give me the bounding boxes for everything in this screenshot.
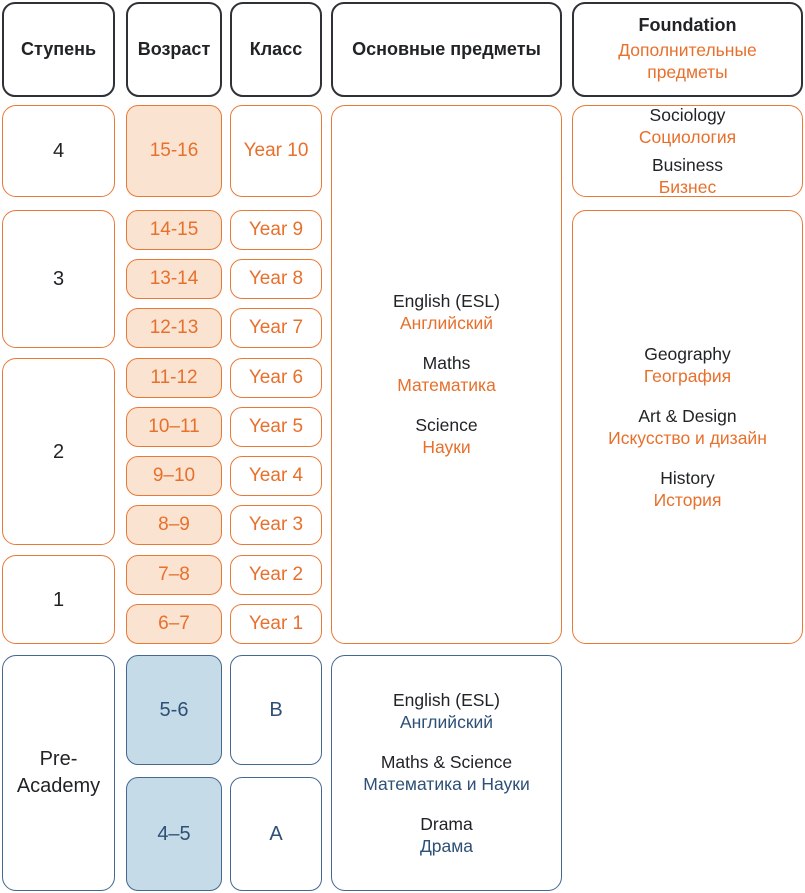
stage-cell-pre-academy xyxy=(2,655,115,891)
header-foundation xyxy=(572,2,803,97)
stage-cell-2 xyxy=(2,358,115,545)
header-stage xyxy=(2,2,115,97)
subject-pair xyxy=(639,105,736,148)
subject-pair xyxy=(420,814,473,857)
header-age xyxy=(126,2,222,97)
subject-ru: Математика xyxy=(397,375,496,395)
class-cell: Year 7 xyxy=(230,308,322,348)
age-cell: 4–5 xyxy=(126,777,222,891)
class-cell: Year 10 xyxy=(230,105,322,197)
subject-pair xyxy=(652,155,723,198)
stage-cell-3 xyxy=(2,210,115,348)
header-core-subjects-label: Основные предметы xyxy=(352,38,541,59)
pre-academy-label: Pre-Academy xyxy=(16,748,101,797)
class-cell: Year 1 xyxy=(230,604,322,644)
subject-pair xyxy=(363,752,529,795)
header-class-label: Класс xyxy=(249,38,303,59)
subject-ru: Социология xyxy=(638,126,737,147)
subject-ru: География xyxy=(643,365,732,386)
header-foundation-subtitle: Дополнительные предметы xyxy=(618,40,757,83)
subject-ru: Искусство и дизайн xyxy=(608,427,767,448)
age-cell: 13-14 xyxy=(126,259,222,299)
age-cell: 5-6 xyxy=(126,655,222,765)
class-cell: Year 5 xyxy=(230,407,322,447)
stage-1-label: 1 xyxy=(52,588,65,611)
pre-academy-subjects-cell xyxy=(331,655,562,891)
subject-ru: Английский xyxy=(399,313,494,333)
subject-en: Geography xyxy=(644,343,731,364)
subject-pair xyxy=(415,415,477,458)
subject-en: Maths & Science xyxy=(380,751,513,772)
age-cell: 11-12 xyxy=(126,358,222,398)
subject-pair xyxy=(393,291,500,334)
age-cell: 6–7 xyxy=(126,604,222,644)
foundation-main-cell xyxy=(572,210,803,644)
subject-en: Sociology xyxy=(649,104,726,125)
class-cell: Year 9 xyxy=(230,210,322,250)
class-cell: Year 8 xyxy=(230,259,322,299)
subject-en: Science xyxy=(415,415,478,435)
class-cell: B xyxy=(230,655,322,765)
stage-3-label: 3 xyxy=(52,268,65,290)
age-cell: 14-15 xyxy=(126,210,222,250)
header-foundation-title: Foundation xyxy=(638,14,737,35)
subject-pair xyxy=(393,690,500,733)
header-age-label: Возраст xyxy=(137,38,211,59)
age-cell: 10–11 xyxy=(126,407,222,447)
age-cell: 9–10 xyxy=(126,456,222,496)
header-class xyxy=(230,2,322,97)
subject-ru: Науки xyxy=(422,437,471,457)
subject-en: English (ESL) xyxy=(393,291,500,311)
subject-ru: История xyxy=(653,489,722,510)
subject-en: English (ESL) xyxy=(393,689,500,710)
age-cell: 7–8 xyxy=(126,555,222,595)
header-core-subjects xyxy=(331,2,562,97)
class-cell: Year 2 xyxy=(230,555,322,595)
stage-cell-1 xyxy=(2,555,115,644)
age-cell: 15-16 xyxy=(126,105,222,197)
class-cell: A xyxy=(230,777,322,891)
subject-ru: Бизнес xyxy=(658,176,717,197)
subject-en: Maths xyxy=(422,353,471,373)
subject-en: Business xyxy=(651,154,723,175)
class-cell: Year 6 xyxy=(230,358,322,398)
subject-en: History xyxy=(660,467,715,488)
subject-pair xyxy=(397,353,496,396)
class-cell: Year 4 xyxy=(230,456,322,496)
age-cell: 12-13 xyxy=(126,308,222,348)
stage-4-label: 4 xyxy=(52,140,65,162)
subject-en: Drama xyxy=(420,813,473,834)
subject-en: Art & Design xyxy=(638,405,737,426)
core-subjects-cell xyxy=(331,105,562,644)
class-cell: Year 3 xyxy=(230,505,322,545)
subject-pair xyxy=(608,406,767,449)
stage-cell-4 xyxy=(2,105,115,197)
age-cell: 8–9 xyxy=(126,505,222,545)
foundation-top-cell xyxy=(572,105,803,197)
subject-ru: Драма xyxy=(419,835,474,856)
subject-pair xyxy=(654,468,722,511)
header-stage-label: Ступень xyxy=(20,38,97,59)
subject-pair xyxy=(644,344,731,387)
subject-ru: Английский xyxy=(399,711,494,732)
subject-ru: Математика и Науки xyxy=(363,773,530,794)
stage-2-label: 2 xyxy=(52,440,65,463)
